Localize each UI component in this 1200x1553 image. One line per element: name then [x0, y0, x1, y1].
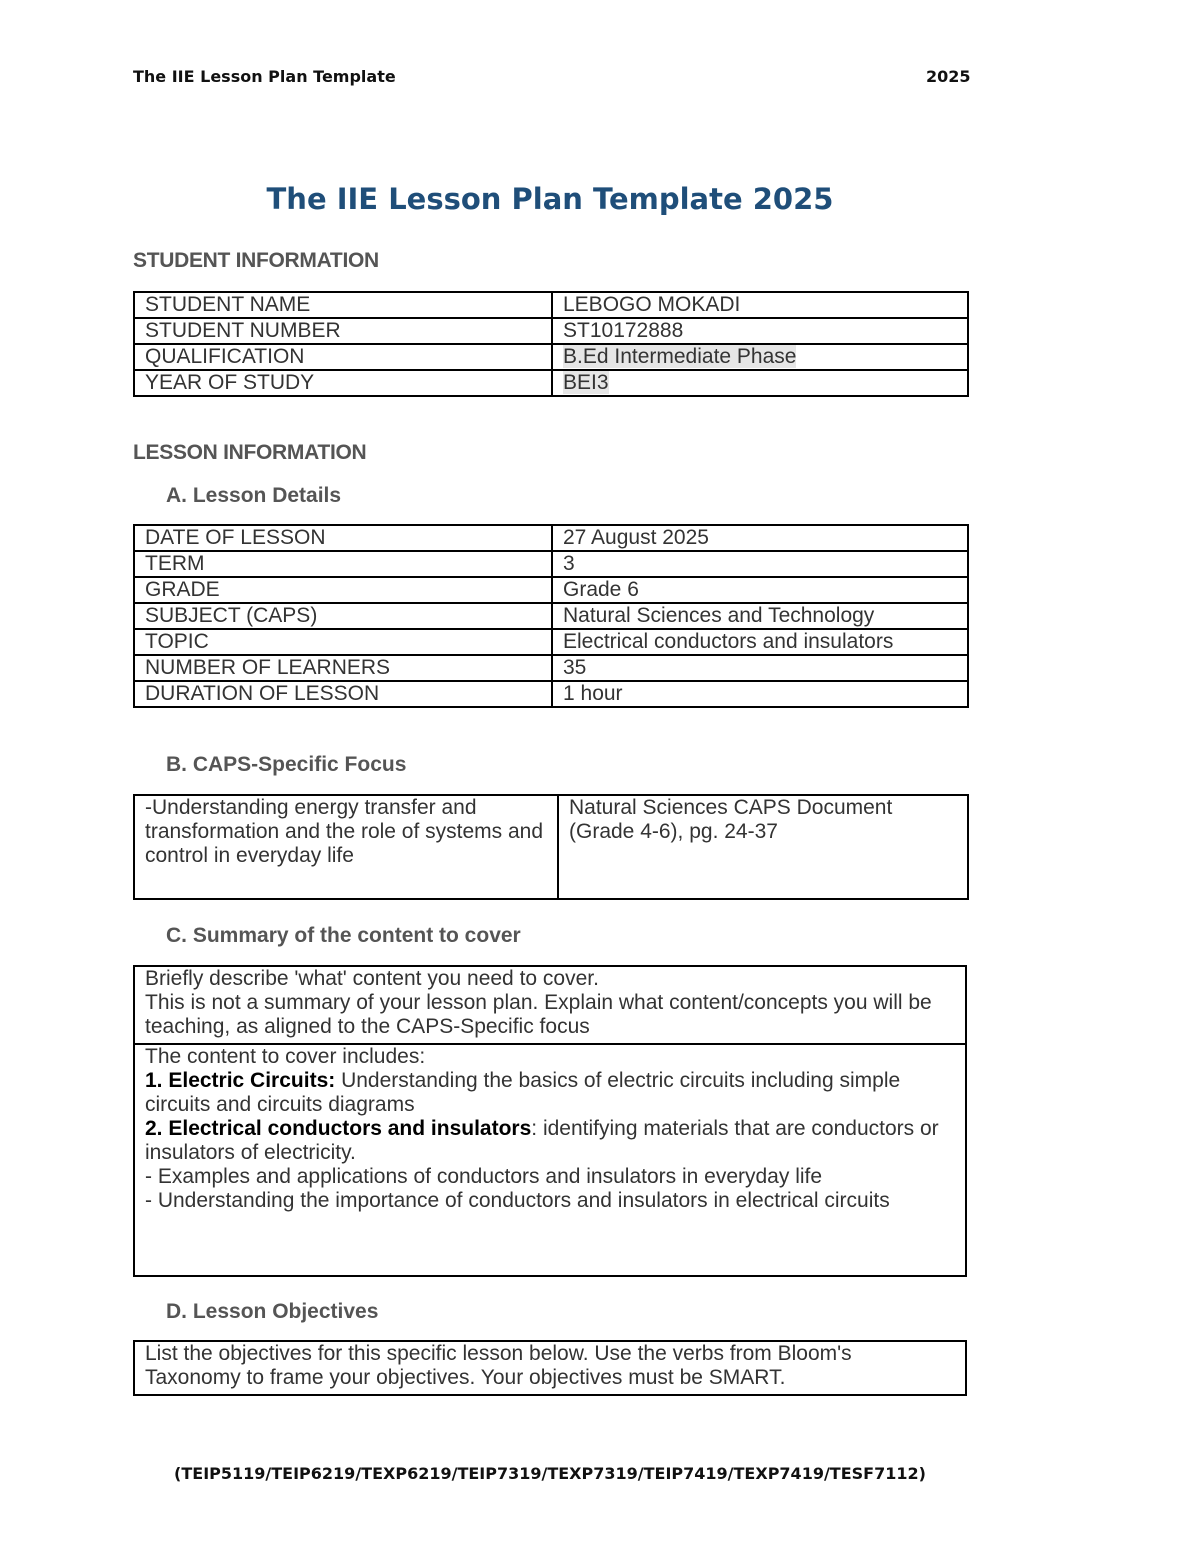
- table-row: [134, 551, 968, 577]
- duration-value: 1 hour: [552, 681, 968, 707]
- duration-label: DURATION OF LESSON: [134, 681, 552, 707]
- table-row: [134, 525, 968, 551]
- table-row: [134, 292, 968, 318]
- caps-focus-description: -Understanding energy transfer and transformation and the role of systems and control in everyday life: [134, 795, 558, 899]
- table-row: [134, 1044, 966, 1276]
- summary-item-2-text: : identifying materials that are conductors or insulators of electricity.: [145, 1117, 939, 1164]
- running-header-title: The IIE Lesson Plan Template: [133, 67, 396, 86]
- summary-item-2-title: 2. Electrical conductors and insulators: [145, 1117, 532, 1140]
- student-number-value: ST10172888: [552, 318, 968, 344]
- year-of-study-label: YEAR OF STUDY: [134, 370, 552, 396]
- summary-heading: C. Summary of the content to cover: [166, 924, 521, 947]
- lesson-details-heading: A. Lesson Details: [166, 484, 342, 507]
- qualification-label: QUALIFICATION: [134, 344, 552, 370]
- table-row: [134, 629, 968, 655]
- page-title: The IIE Lesson Plan Template 2025: [266, 182, 834, 216]
- objectives-table: [133, 1340, 967, 1396]
- summary-instruction-line1: Briefly describe 'what' content you need to cover.: [145, 967, 599, 990]
- qualification-value: B.Ed Intermediate Phase: [563, 345, 797, 368]
- summary-intro: The content to cover includes:: [145, 1045, 426, 1068]
- summary-bullet-2: - Understanding the importance of conductors and insulators in electrical circuits: [145, 1189, 890, 1212]
- table-row: [134, 603, 968, 629]
- summary-item-2: [145, 1117, 951, 1165]
- qualification-cell: [552, 344, 968, 370]
- topic-label: TOPIC: [134, 629, 552, 655]
- learners-value: 35: [552, 655, 968, 681]
- topic-value: Electrical conductors and insulators: [552, 629, 968, 655]
- date-label: DATE OF LESSON: [134, 525, 552, 551]
- table-row: [134, 1341, 966, 1395]
- objectives-instruction: List the objectives for this specific lesson below. Use the verbs from Bloom's Taxonomy to frame your objectives. Your objectives must be SMART.: [134, 1341, 966, 1395]
- summary-instructions: [134, 966, 966, 1044]
- objectives-heading: D. Lesson Objectives: [166, 1300, 379, 1323]
- caps-focus-table: [133, 794, 969, 900]
- grade-value: Grade 6: [552, 577, 968, 603]
- term-label: TERM: [134, 551, 552, 577]
- student-info-heading: STUDENT INFORMATION: [133, 249, 379, 272]
- summary-table: [133, 965, 967, 1277]
- table-row: [134, 966, 966, 1044]
- subject-value: Natural Sciences and Technology: [552, 603, 968, 629]
- student-number-label: STUDENT NUMBER: [134, 318, 552, 344]
- student-info-table: [133, 291, 969, 397]
- table-row: [134, 344, 968, 370]
- summary-item-1-title: 1. Electric Circuits:: [145, 1069, 336, 1092]
- summary-content: [134, 1044, 966, 1276]
- learners-label: NUMBER OF LEARNERS: [134, 655, 552, 681]
- date-value: 27 August 2025: [552, 525, 968, 551]
- term-value: 3: [552, 551, 968, 577]
- table-row: [134, 681, 968, 707]
- caps-focus-heading: B. CAPS-Specific Focus: [166, 753, 407, 776]
- student-name-value: LEBOGO MOKADI: [552, 292, 968, 318]
- lesson-details-table: [133, 524, 969, 708]
- table-row: [134, 577, 968, 603]
- subject-label: SUBJECT (CAPS): [134, 603, 552, 629]
- summary-bullet-1: - Examples and applications of conductors and insulators in everyday life: [145, 1165, 823, 1188]
- table-row: [134, 795, 968, 899]
- caps-focus-reference: Natural Sciences CAPS Document (Grade 4-6), pg. 24-37: [558, 795, 968, 899]
- table-row: [134, 318, 968, 344]
- year-of-study-value: BEI3: [563, 371, 609, 394]
- year-of-study-cell: [552, 370, 968, 396]
- summary-item-1: [145, 1069, 951, 1117]
- summary-instruction-line2: This is not a summary of your lesson plan. Explain what content/concepts you will be teaching, as aligned to the CAPS-Specific focus: [145, 991, 932, 1038]
- grade-label: GRADE: [134, 577, 552, 603]
- running-header-year: 2025: [926, 67, 971, 86]
- lesson-info-heading: LESSON INFORMATION: [133, 441, 367, 464]
- footer-module-codes: (TEIP5119/TEIP6219/TEXP6219/TEIP7319/TEXP7319/TEIP7419/TEXP7419/TESF7112): [174, 1464, 926, 1483]
- table-row: [134, 655, 968, 681]
- summary-item-1-text: Understanding the basics of electric circuits including simple circuits and circuits diagrams: [145, 1069, 901, 1116]
- table-row: [134, 370, 968, 396]
- student-name-label: STUDENT NAME: [134, 292, 552, 318]
